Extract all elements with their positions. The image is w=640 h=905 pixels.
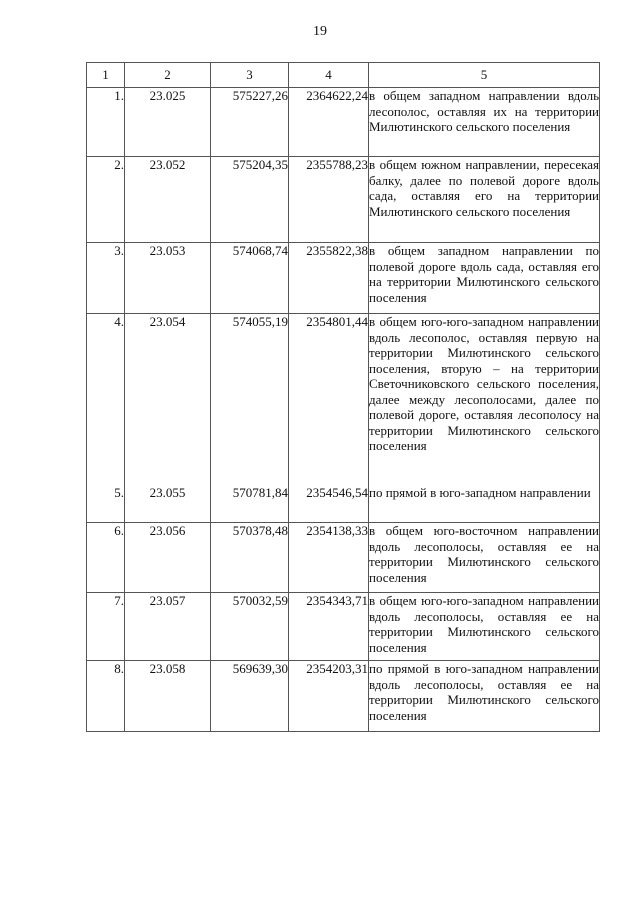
x-coordinate: 570781,84: [211, 485, 289, 523]
x-coordinate: 570378,48: [211, 523, 289, 593]
x-coordinate: 575227,26: [211, 88, 289, 157]
table-row: [87, 157, 600, 243]
boundary-description: в общем юго-восточном направлении вдоль лесополосы, оставляя ее на территории Милютинского сельского поселения: [369, 523, 600, 593]
boundary-description: по прямой в юго-западном направлении вдоль лесополосы, оставляя ее на территории Милютинского сельского поселения: [369, 661, 600, 732]
table-row: [87, 661, 600, 732]
table-row: [87, 88, 600, 157]
point-code: 23.056: [125, 523, 211, 593]
row-number: 5.: [87, 485, 125, 523]
table-row: [87, 314, 600, 485]
table-row: [87, 243, 600, 314]
y-coordinate: 2354343,71: [289, 593, 369, 661]
point-code: 23.053: [125, 243, 211, 314]
y-coordinate: 2364622,24: [289, 88, 369, 157]
x-coordinate: 569639,30: [211, 661, 289, 732]
column-header-1: 1: [87, 63, 125, 88]
boundary-description: в общем юго-юго-западном направлении вдоль лесополосы, оставляя ее на территории Милютинского сельского поселения: [369, 593, 600, 661]
column-header-4: 4: [289, 63, 369, 88]
boundary-description: в общем западном направлении вдоль лесополос, оставляя их на территории Милютинского сельского поселения: [369, 88, 600, 157]
row-number: 8.: [87, 661, 125, 732]
row-number: 3.: [87, 243, 125, 314]
column-header-5: 5: [369, 63, 600, 88]
y-coordinate: 2355788,23: [289, 157, 369, 243]
table-row: [87, 523, 600, 593]
boundary-description: в общем южном направлении, пересекая балку, далее по полевой дороге вдоль сада, оставляя его на территории Милютинского сельского поселения: [369, 157, 600, 243]
boundary-description: в общем западном направлении по полевой дороге вдоль сада, оставляя его на территории Милютинского сельского поселения: [369, 243, 600, 314]
table-header-row: [87, 63, 600, 88]
boundary-description: в общем юго-юго-западном направлении вдоль лесополос, оставляя первую на территории Милютинского сельского поселения, вторую – на территории Светочниковского сельского поселения, далее между лесополосами, далее по полевой дороге, оставляя лесополосу на территории Милютинского сельского поселения: [369, 314, 600, 485]
table-row: [87, 593, 600, 661]
point-code: 23.054: [125, 314, 211, 485]
row-number: 6.: [87, 523, 125, 593]
x-coordinate: 570032,59: [211, 593, 289, 661]
x-coordinate: 574055,19: [211, 314, 289, 485]
point-code: 23.057: [125, 593, 211, 661]
boundary-description: по прямой в юго-западном направлении: [369, 485, 600, 523]
x-coordinate: 575204,35: [211, 157, 289, 243]
y-coordinate: 2355822,38: [289, 243, 369, 314]
point-code: 23.055: [125, 485, 211, 523]
column-header-2: 2: [125, 63, 211, 88]
column-header-3: 3: [211, 63, 289, 88]
y-coordinate: 2354801,44: [289, 314, 369, 485]
row-number: 1.: [87, 88, 125, 157]
row-number: 4.: [87, 314, 125, 485]
y-coordinate: 2354546,54: [289, 485, 369, 523]
boundary-table: [86, 62, 600, 732]
y-coordinate: 2354203,31: [289, 661, 369, 732]
row-number: 7.: [87, 593, 125, 661]
point-code: 23.025: [125, 88, 211, 157]
table-row: [87, 485, 600, 523]
point-code: 23.058: [125, 661, 211, 732]
row-number: 2.: [87, 157, 125, 243]
point-code: 23.052: [125, 157, 211, 243]
y-coordinate: 2354138,33: [289, 523, 369, 593]
page-number: 19: [313, 24, 327, 39]
x-coordinate: 574068,74: [211, 243, 289, 314]
